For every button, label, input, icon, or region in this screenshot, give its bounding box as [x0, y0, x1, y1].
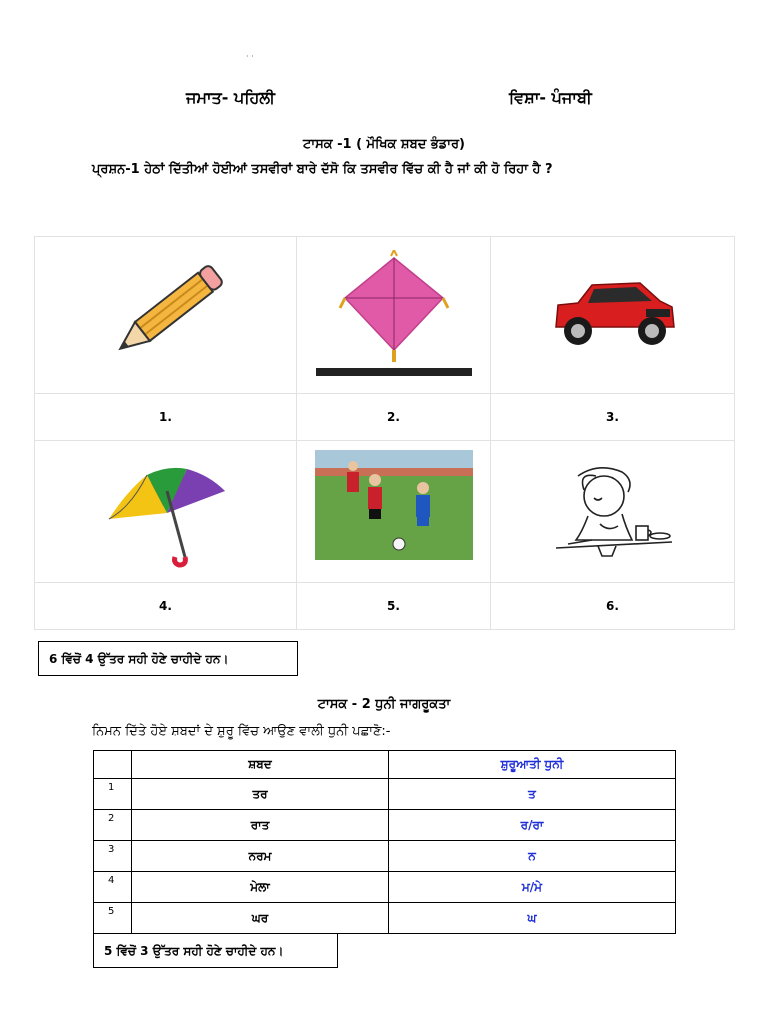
- umbrella-icon: [101, 451, 231, 569]
- row-word: ਰਾਤ: [132, 810, 389, 841]
- sound-table: [93, 750, 676, 934]
- class-label: ਜਮਾਤ- ਪਹਿਲੀ: [186, 88, 275, 107]
- picture-number-3: 3.: [491, 394, 735, 441]
- header-sn: [94, 751, 132, 779]
- header-word: ਸ਼ਬਦ: [132, 751, 389, 779]
- picture-number-4: 4.: [35, 583, 297, 630]
- kite-icon: [315, 250, 473, 376]
- task2-title: ਟਾਸਕ - 2 ਧੁਨੀ ਜਾਗਰੂਕਤਾ: [317, 697, 451, 712]
- row-word: ਘਰ: [132, 903, 389, 934]
- task2-instruction: ਨਿਮਨ ਦਿੱਤੇ ਹੋਏ ਸ਼ਬਦਾਂ ਦੇ ਸ਼ੁਰੂ ਵਿੱਚ ਆਉਣ ਵਾਲੀ ਧੁਨੀ ਪਛਾਣੋ:-: [92, 724, 391, 739]
- row-number: 1: [94, 779, 132, 810]
- table-header-row: [94, 751, 676, 779]
- table-row: [94, 779, 676, 810]
- table-row: [94, 872, 676, 903]
- row-word: ਤਰ: [132, 779, 389, 810]
- girl-eating-drawing: [548, 462, 678, 558]
- top-mark: · ·: [246, 52, 254, 61]
- task2-note-box: 5 ਵਿੱਚੋਂ 3 ਉੱਤਰ ਸਹੀ ਹੋਣੇ ਚਾਹੀਦੇ ਹਨ।: [93, 933, 338, 968]
- football-players-photo: [315, 450, 473, 570]
- picture-cell-5: [297, 441, 491, 583]
- row-sound: ਮ/ਮੇ: [389, 872, 676, 903]
- picture-number-1: 1.: [35, 394, 297, 441]
- header-sound: ਸ਼ੁਰੂਆਤੀ ਧੁਨੀ: [389, 751, 676, 779]
- picture-number-6: 6.: [491, 583, 735, 630]
- row-number: 4: [94, 872, 132, 903]
- row-sound: ਘ: [389, 903, 676, 934]
- table-row: [94, 903, 676, 934]
- task1-note-box: 6 ਵਿੱਚੋਂ 4 ਉੱਤਰ ਸਹੀ ਹੋਣੇ ਚਾਹੀਦੇ ਹਨ।: [38, 641, 298, 676]
- row-number: 3: [94, 841, 132, 872]
- picture-table: [34, 236, 735, 630]
- pencil-icon: [96, 258, 236, 368]
- question-1: ਪ੍ਰਸ਼ਨ-1 ਹੇਠਾਂ ਦਿੱਤੀਆਂ ਹੋਈਆਂ ਤਸਵੀਰਾਂ ਬਾਰੇ ਦੱਸੋ ਕਿ ਤਸਵੀਰ ਵਿੱਚ ਕੀ ਹੈ ਜਾਂ ਕੀ ਹੋ ਰਿਹਾ ਹੈ ?: [92, 162, 553, 177]
- row-number: 2: [94, 810, 132, 841]
- row-number: 5: [94, 903, 132, 934]
- picture-cell-4: [35, 441, 297, 583]
- subject-label: ਵਿਸ਼ਾ- ਪੰਜਾਬੀ: [509, 88, 592, 107]
- picture-cell-2: [297, 237, 491, 394]
- picture-cell-1: [35, 237, 297, 394]
- row-word: ਮੇਲਾ: [132, 872, 389, 903]
- table-row: [94, 810, 676, 841]
- picture-number-5: 5.: [297, 583, 491, 630]
- picture-number-2: 2.: [297, 394, 491, 441]
- picture-cell-3: [491, 237, 735, 394]
- task1-title: ਟਾਸਕ -1 ( ਮੌਖਿਕ ਸ਼ਬਦ ਭੰਡਾਰ): [303, 137, 465, 152]
- table-row: [94, 841, 676, 872]
- row-sound: ਰ/ਰਾ: [389, 810, 676, 841]
- row-sound: ਨ: [389, 841, 676, 872]
- car-icon: [548, 265, 678, 361]
- row-word: ਨਰਮ: [132, 841, 389, 872]
- picture-cell-6: [491, 441, 735, 583]
- row-sound: ਤ: [389, 779, 676, 810]
